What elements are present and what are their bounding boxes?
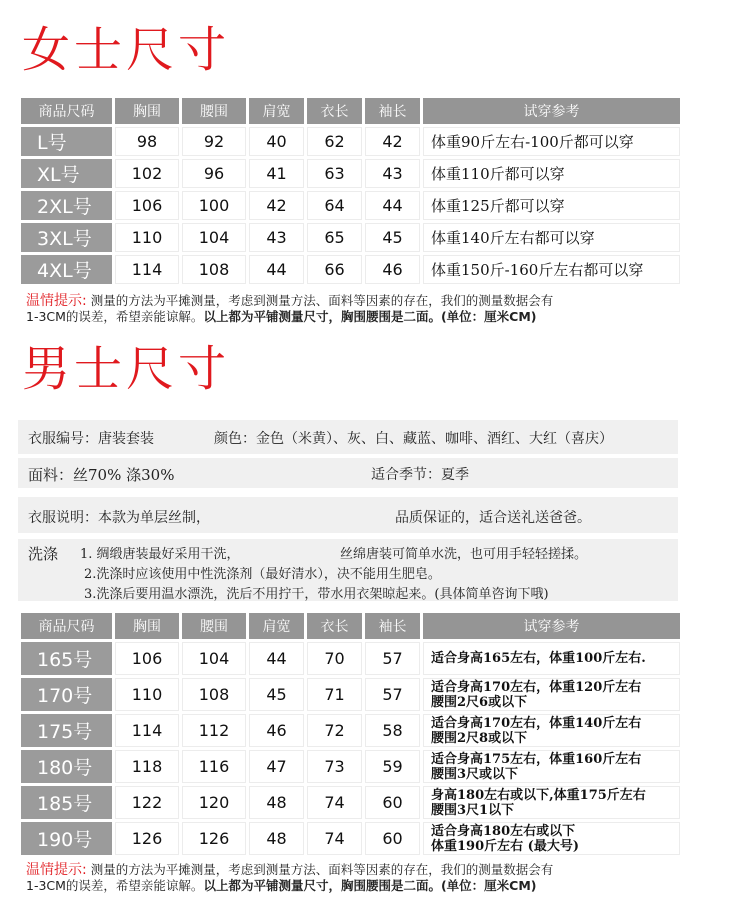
fit-note-line1: 适合身高180左右或以下 bbox=[431, 823, 576, 839]
wash-line1a: 1. 绸缎唐装最好采用干洗， bbox=[80, 547, 240, 562]
table-row bbox=[21, 822, 680, 855]
size-label: 170号 bbox=[21, 678, 112, 711]
men-size-table bbox=[18, 610, 683, 858]
header-sleeve: 袖长 bbox=[365, 98, 420, 124]
sleeve-value: 43 bbox=[365, 159, 420, 188]
sleeve-value: 60 bbox=[365, 822, 420, 855]
size-label: 3XL号 bbox=[21, 223, 112, 252]
tip-line2b: 以上都为平铺测量尺寸，胸围腰围是二面。(单位：厘米CM) bbox=[203, 878, 537, 893]
chest-value: 106 bbox=[115, 191, 179, 220]
sleeve-value: 60 bbox=[365, 786, 420, 819]
waist-value: 100 bbox=[182, 191, 246, 220]
fit-note: 体重150斤-160斤左右都可以穿 bbox=[423, 255, 680, 284]
shoulder-value: 46 bbox=[249, 714, 304, 747]
waist-value: 92 bbox=[182, 127, 246, 156]
waist-value: 126 bbox=[182, 822, 246, 855]
fit-note-line1: 适合身高170左右，体重140斤左右 bbox=[431, 715, 642, 731]
size-label: 2XL号 bbox=[21, 191, 112, 220]
chest-value: 122 bbox=[115, 786, 179, 819]
garment-description: 衣服说明：本款为单层丝制， bbox=[28, 510, 210, 526]
header-chest: 胸围 bbox=[115, 613, 179, 639]
fit-note: 体重110斤都可以穿 bbox=[423, 159, 680, 188]
sleeve-value: 45 bbox=[365, 223, 420, 252]
wash-line3: 3.洗涤后要用温水漂洗，洗后不用拧干，带水用衣架晾起来。(具体简单咨询下哦) bbox=[84, 587, 549, 602]
fit-note bbox=[423, 714, 680, 747]
header-chest: 胸围 bbox=[115, 98, 179, 124]
waist-value: 108 bbox=[182, 255, 246, 284]
sleeve-value: 57 bbox=[365, 678, 420, 711]
header-fit-reference: 试穿参考 bbox=[423, 98, 680, 124]
tip-line2a: 1-3CM的误差，希望亲能谅解。 bbox=[26, 878, 204, 893]
info-row-description bbox=[18, 497, 678, 533]
fit-note-line2: 腰围3尺或以下 bbox=[431, 766, 519, 782]
header-size: 商品尺码 bbox=[21, 613, 112, 639]
sleeve-value: 57 bbox=[365, 642, 420, 675]
length-value: 72 bbox=[307, 714, 362, 747]
women-size-table bbox=[18, 95, 683, 287]
fit-note-line1: 适合身高165左右，体重100斤左右. bbox=[431, 651, 646, 666]
header-waist: 腰围 bbox=[182, 613, 246, 639]
chest-value: 114 bbox=[115, 255, 179, 284]
length-value: 70 bbox=[307, 642, 362, 675]
table-row bbox=[21, 786, 680, 819]
tip-line1: 测量的方法为平摊测量，考虑到测量方法、面料等因素的存在，我们的测量数据会有 bbox=[86, 862, 554, 877]
length-value: 63 bbox=[307, 159, 362, 188]
wash-line2: 2.洗涤时应该使用中性洗涤剂（最好清水），决不能用生肥皂。 bbox=[84, 567, 441, 582]
size-label: 165号 bbox=[21, 642, 112, 675]
header-sleeve: 袖长 bbox=[365, 613, 420, 639]
fit-note bbox=[423, 642, 680, 675]
shoulder-value: 48 bbox=[249, 786, 304, 819]
size-label: 175号 bbox=[21, 714, 112, 747]
header-shoulder: 肩宽 bbox=[249, 98, 304, 124]
men-size-title: 男士尺寸 bbox=[22, 341, 231, 397]
garment-code: 衣服编号：唐装套装 bbox=[28, 431, 154, 447]
fit-note-line2: 腰围3尺1以下 bbox=[431, 802, 515, 818]
sleeve-value: 59 bbox=[365, 750, 420, 783]
length-value: 74 bbox=[307, 822, 362, 855]
header-fit-reference: 试穿参考 bbox=[423, 613, 680, 639]
tip-label: 温情提示: bbox=[26, 862, 87, 878]
sleeve-value: 46 bbox=[365, 255, 420, 284]
shoulder-value: 44 bbox=[249, 642, 304, 675]
fit-note bbox=[423, 750, 680, 783]
fit-note bbox=[423, 822, 680, 855]
size-label: 180号 bbox=[21, 750, 112, 783]
header-length: 衣长 bbox=[307, 98, 362, 124]
season: 适合季节：夏季 bbox=[371, 467, 469, 483]
shoulder-value: 47 bbox=[249, 750, 304, 783]
waist-value: 116 bbox=[182, 750, 246, 783]
shoulder-value: 41 bbox=[249, 159, 304, 188]
shoulder-value: 48 bbox=[249, 822, 304, 855]
waist-value: 108 bbox=[182, 678, 246, 711]
shoulder-value: 40 bbox=[249, 127, 304, 156]
info-row-fabric-season bbox=[18, 458, 678, 488]
sleeve-value: 44 bbox=[365, 191, 420, 220]
chest-value: 110 bbox=[115, 223, 179, 252]
header-waist: 腰围 bbox=[182, 98, 246, 124]
table-row bbox=[21, 127, 680, 156]
chest-value: 126 bbox=[115, 822, 179, 855]
sleeve-value: 58 bbox=[365, 714, 420, 747]
tip-label: 温情提示: bbox=[26, 293, 87, 309]
waist-value: 104 bbox=[182, 223, 246, 252]
waist-value: 120 bbox=[182, 786, 246, 819]
fit-note-line2: 腰围2尺8或以下 bbox=[431, 730, 528, 746]
sleeve-value: 42 bbox=[365, 127, 420, 156]
length-value: 66 bbox=[307, 255, 362, 284]
header-size: 商品尺码 bbox=[21, 98, 112, 124]
shoulder-value: 44 bbox=[249, 255, 304, 284]
fit-note-line1: 适合身高170左右，体重120斤左右 bbox=[431, 679, 642, 695]
size-label: XL号 bbox=[21, 159, 112, 188]
chest-value: 98 bbox=[115, 127, 179, 156]
fabric: 面料：丝70% 涤30% bbox=[28, 466, 175, 484]
size-label: L号 bbox=[21, 127, 112, 156]
table-row bbox=[21, 159, 680, 188]
fit-note: 体重90斤左右-100斤都可以穿 bbox=[423, 127, 680, 156]
table-header-row bbox=[21, 98, 680, 124]
table-row bbox=[21, 678, 680, 711]
fit-note bbox=[423, 786, 680, 819]
quality-note: 品质保证的，适合送礼送爸爸。 bbox=[395, 510, 591, 526]
women-size-title: 女士尺寸 bbox=[22, 22, 231, 78]
wash-instructions bbox=[18, 539, 678, 601]
header-shoulder: 肩宽 bbox=[249, 613, 304, 639]
size-label: 4XL号 bbox=[21, 255, 112, 284]
tip-line1: 测量的方法为平摊测量，考虑到测量方法、面料等因素的存在，我们的测量数据会有 bbox=[86, 293, 554, 308]
women-tip bbox=[26, 293, 726, 325]
header-length: 衣长 bbox=[307, 613, 362, 639]
chest-value: 102 bbox=[115, 159, 179, 188]
length-value: 62 bbox=[307, 127, 362, 156]
chest-value: 114 bbox=[115, 714, 179, 747]
length-value: 71 bbox=[307, 678, 362, 711]
length-value: 73 bbox=[307, 750, 362, 783]
table-row bbox=[21, 714, 680, 747]
length-value: 64 bbox=[307, 191, 362, 220]
size-label: 185号 bbox=[21, 786, 112, 819]
table-row bbox=[21, 642, 680, 675]
shoulder-value: 45 bbox=[249, 678, 304, 711]
table-row bbox=[21, 223, 680, 252]
table-header-row bbox=[21, 613, 680, 639]
fit-note-line1: 适合身高175左右，体重160斤左右 bbox=[431, 751, 642, 767]
waist-value: 112 bbox=[182, 714, 246, 747]
men-tip bbox=[26, 862, 726, 894]
fit-note-line2: 体重190斤左右 (最大号) bbox=[431, 838, 579, 854]
shoulder-value: 43 bbox=[249, 223, 304, 252]
shoulder-value: 42 bbox=[249, 191, 304, 220]
length-value: 74 bbox=[307, 786, 362, 819]
table-row bbox=[21, 750, 680, 783]
fit-note bbox=[423, 678, 680, 711]
length-value: 65 bbox=[307, 223, 362, 252]
tip-line2b: 以上都为平铺测量尺寸，胸围腰围是二面。(单位：厘米CM) bbox=[203, 309, 537, 324]
waist-value: 104 bbox=[182, 642, 246, 675]
fit-note-line2: 腰围2尺6或以下 bbox=[431, 694, 528, 710]
chest-value: 110 bbox=[115, 678, 179, 711]
fit-note: 体重140斤左右都可以穿 bbox=[423, 223, 680, 252]
chest-value: 118 bbox=[115, 750, 179, 783]
tip-line2a: 1-3CM的误差，希望亲能谅解。 bbox=[26, 309, 204, 324]
garment-colors: 颜色：金色（米黄）、灰、白、藏蓝、咖啡、酒红、大红（喜庆） bbox=[214, 431, 613, 447]
wash-label: 洗涤 bbox=[28, 545, 59, 563]
chest-value: 106 bbox=[115, 642, 179, 675]
size-label: 190号 bbox=[21, 822, 112, 855]
wash-line1b: 丝绵唐装可简单水洗，也可用手轻轻搓揉。 bbox=[340, 547, 588, 562]
fit-note: 体重125斤都可以穿 bbox=[423, 191, 680, 220]
info-row-code-color bbox=[18, 420, 678, 454]
waist-value: 96 bbox=[182, 159, 246, 188]
table-row bbox=[21, 191, 680, 220]
fit-note-line1: 身高180左右或以下,体重175斤左右 bbox=[431, 787, 646, 803]
table-row bbox=[21, 255, 680, 284]
